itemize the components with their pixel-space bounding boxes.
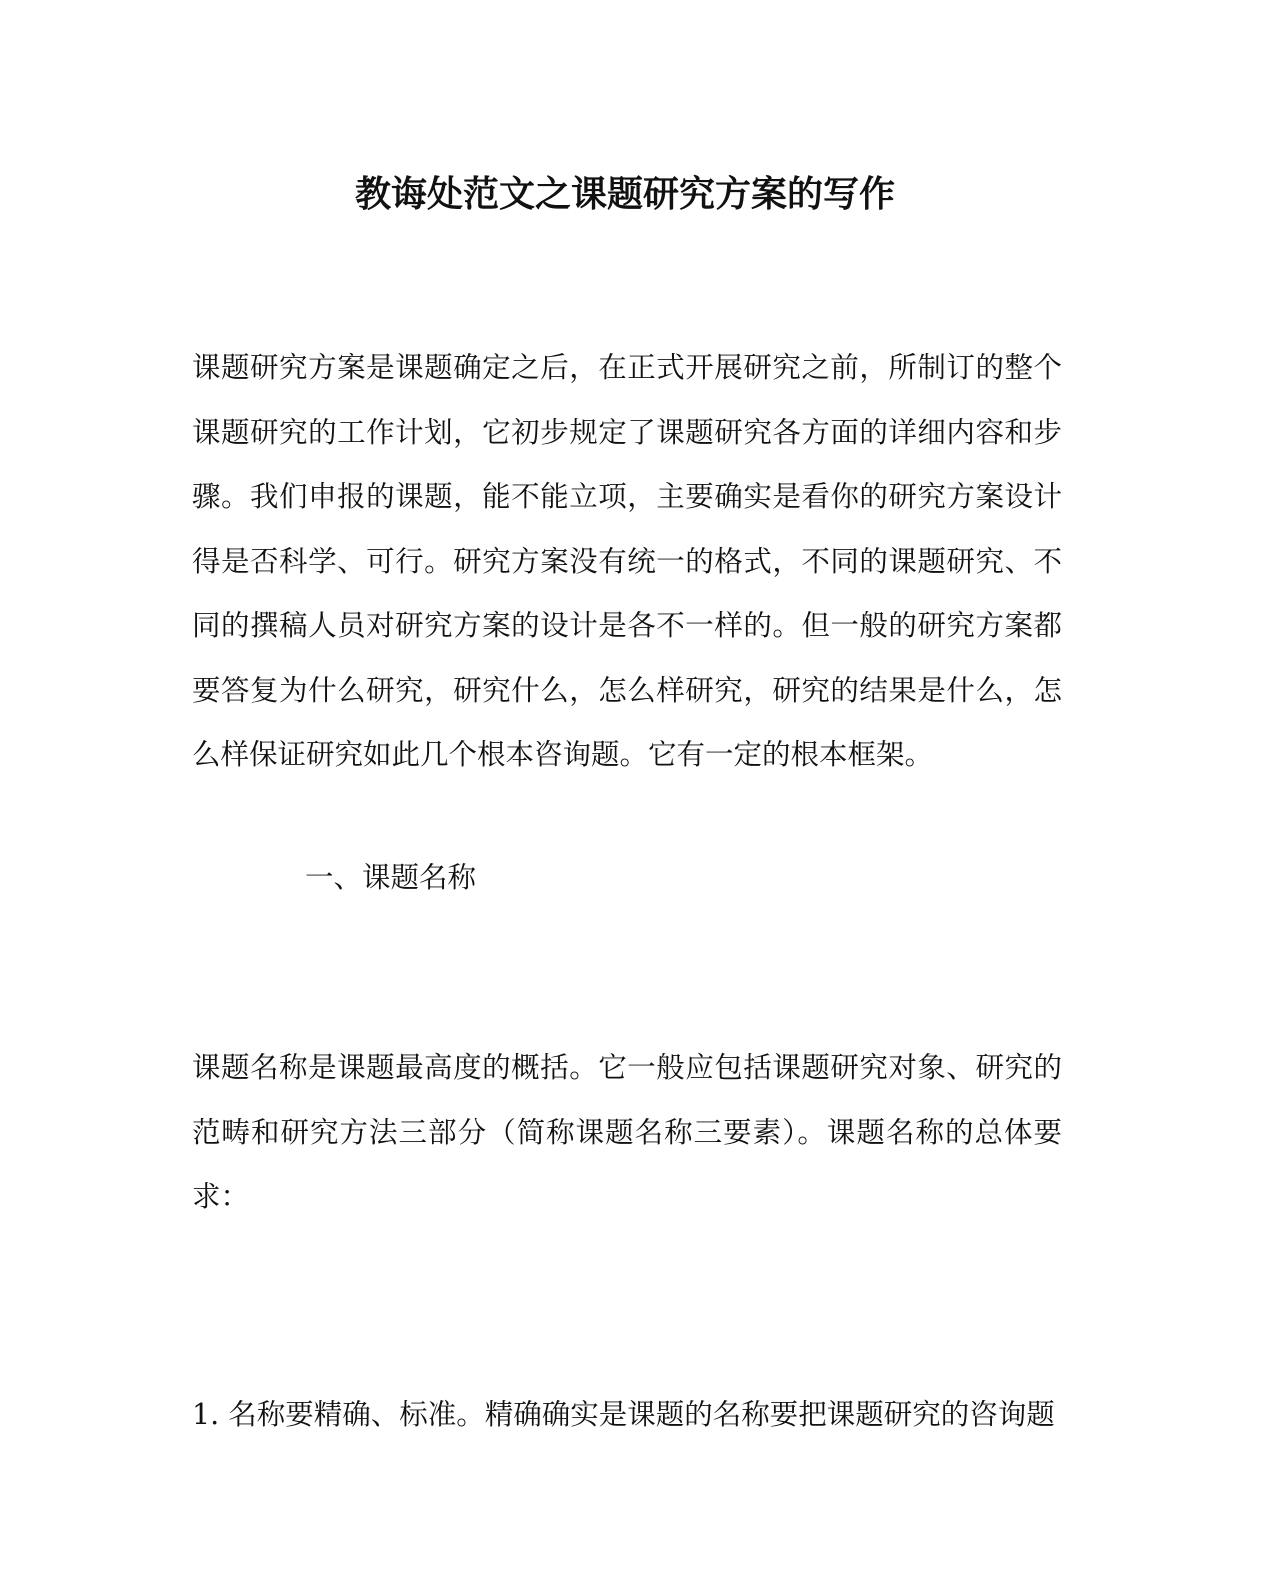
section-heading-course-name: 一、课题名称 xyxy=(305,861,477,894)
list-item-1: 1. 名称要精确、标准。精确确实是课题的名称要把课题研究的咨询题 xyxy=(192,1398,1055,1431)
document-title: 教诲处范文之课题研究方案的写作 xyxy=(354,173,895,215)
course-name-paragraph: 课题名称是课题最高度的概括。它一般应包括课题研究对象、研究的范畴和研究方法三部分（简称课题名称三要素）。课题名称的总体要求： xyxy=(192,1051,1062,1213)
intro-paragraph: 课题研究方案是课题确定之后，在正式开展研究之前，所制订的整个课题研究的工作计划，它初步规定了课题研究各方面的详细内容和步骤。我们申报的课题，能不能立项，主要确实是看你的研究方案设计得是否科学、可行。研究方案没有统一的格式，不同的课题研究、不同的撰稿人员对研究方案的设计是各不一样的。但一般的研究方案都要答复为什么研究，研究什么，怎么样研究，研究的结果是什么，怎么样保证研究如此几个根本咨询题。它有一定的根本框架。 xyxy=(192,351,1062,771)
